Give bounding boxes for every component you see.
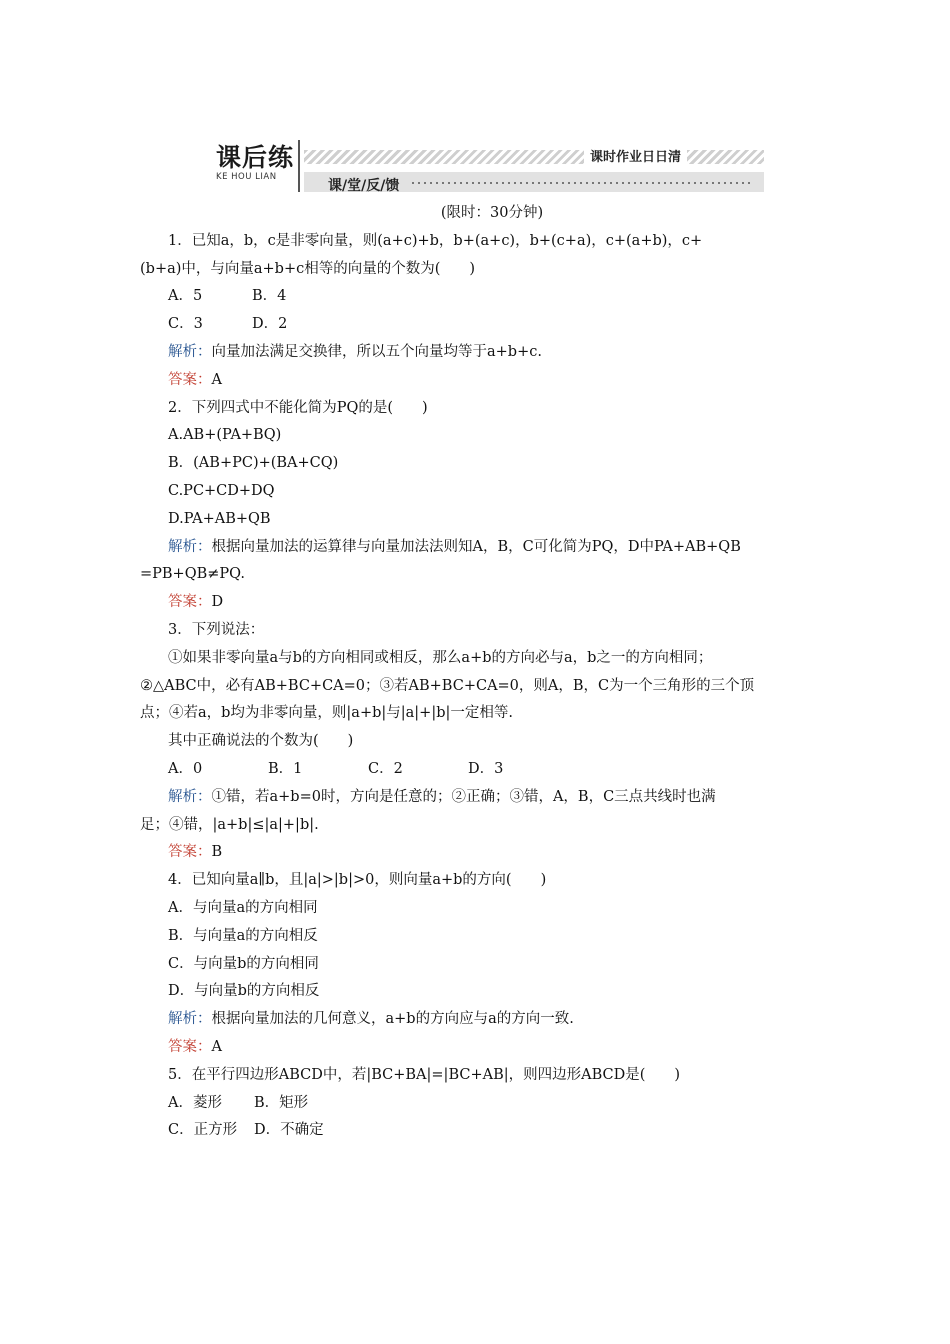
q2-answer-value: D: [211, 594, 224, 611]
time-limit: (限时：30分钟): [440, 205, 544, 221]
banner-tag-feedback: 课/堂/反/馈: [328, 178, 400, 194]
q4-option-d: D．与向量b的方向相反: [168, 983, 320, 1000]
q3-question: 其中正确说法的个数为( ): [168, 733, 354, 750]
q2-option-d: D.PA+AB+QB: [168, 510, 271, 527]
q1-options-ab: [140, 283, 816, 311]
banner-title: 课后练: [216, 143, 295, 172]
q3-option-b: B．1: [268, 760, 303, 777]
q3-analysis-text: ①错，若a+b=0时，方向是任意的；②正确；③错，A，B，C三点共线时也满: [211, 788, 716, 805]
q3-answer-value: B: [211, 844, 223, 861]
q4-analysis-label: 解析：: [168, 1011, 212, 1028]
q3-statement-line2: ②△ABC中，必有AB+BC+CA=0；③若AB+BC+CA=0，则A，B，C为一个三角形的三个顶: [140, 677, 755, 694]
q1-stem-line1: 1．已知a，b，c是非零向量，则(a+c)+b，b+(a+c)，b+(c+a)，c+(a+b)，c+: [168, 232, 703, 249]
q2-option-b: B．(AB+PC)+(BA+CQ): [168, 455, 339, 472]
q3-statement-line1: ①如果非零向量a与b的方向相同或相反，那么a+b的方向必与a，b之一的方向相同；: [168, 649, 713, 666]
q2-answer: [140, 589, 816, 617]
q2-stem: 2．下列四式中不能化简为PQ的是( ): [168, 399, 428, 416]
q1-analysis-text: 向量加法满足交换律，所以五个向量均等于a+b+c.: [211, 343, 542, 360]
banner-subtitle: KE HOU LIAN: [216, 172, 277, 182]
q4-option-b: B．与向量a的方向相反: [168, 927, 318, 944]
q4-stem: 4．已知向量a∥b，且|a|>|b|>0，则向量a+b的方向( ): [168, 872, 547, 889]
q5-option-d: D．不确定: [254, 1122, 324, 1139]
q5-option-a: A．菱形: [168, 1094, 222, 1111]
q5-stem: 5．在平行四边形ABCD中，若|BC+BA|=|BC+AB|，则四边形ABCD是( ): [168, 1066, 681, 1083]
q1-answer-label: 答案：: [168, 371, 212, 388]
q2-analysis-label: 解析：: [168, 538, 212, 555]
q5-options-cd: [140, 1117, 816, 1145]
q1-analysis: [140, 339, 816, 367]
q2-option-c: C.PC+CD+DQ: [168, 482, 275, 499]
q2-option-a: A.AB+(PA+BQ): [168, 427, 282, 444]
q1-options-cd: [140, 311, 816, 339]
q1-answer: [140, 367, 816, 395]
q4-answer-value: A: [211, 1038, 222, 1055]
exercise-content: [140, 200, 816, 1145]
q2-analysis-text: 根据向量加法的运算律与向量加法法则知A，B，C可化简为PQ，D中PA+AB+QB: [211, 538, 741, 555]
q5-option-c: C．正方形: [168, 1122, 238, 1139]
banner-tag: 课时作业日日清: [584, 146, 687, 165]
q3-stem: 3．下列说法：: [168, 621, 265, 638]
q4-analysis-text: 根据向量加法的几何意义，a+b的方向应与a的方向一致.: [211, 1011, 574, 1028]
q3-answer-label: 答案：: [168, 844, 212, 861]
q1-option-d: D．2: [252, 316, 288, 333]
banner-divider: [298, 140, 300, 192]
q1-stem-line2: (b+a)中，与向量a+b+c相等的向量的个数为( ): [140, 260, 476, 277]
q2-analysis-line2: =PB+QB≠PQ.: [140, 566, 245, 583]
q5-option-b: B．矩形: [254, 1094, 309, 1111]
q4-analysis: [140, 1006, 816, 1034]
q3-options: [140, 756, 816, 784]
q4-option-a: A．与向量a的方向相同: [168, 899, 318, 916]
q1-option-a: A．5: [168, 288, 203, 305]
q5-options-ab: [140, 1090, 816, 1118]
q1-option-c: C．3: [168, 316, 203, 333]
section-banner: [212, 138, 768, 196]
banner-hatch-strip: [304, 150, 764, 164]
q3-analysis-label: 解析：: [168, 788, 212, 805]
q3-option-a: A．0: [168, 760, 203, 777]
q3-option-c: C．2: [368, 760, 403, 777]
q1-option-b: B．4: [252, 288, 287, 305]
q1-analysis-label: 解析：: [168, 343, 212, 360]
q3-analysis-line2: 足；④错，|a+b|≤|a|+|b|.: [140, 816, 319, 833]
q4-answer-label: 答案：: [168, 1038, 212, 1055]
q3-option-d: D．3: [468, 760, 504, 777]
q2-answer-label: 答案：: [168, 594, 212, 611]
q2-analysis: [140, 534, 816, 562]
q1-answer-value: A: [211, 371, 222, 388]
banner-dotted-line: [412, 182, 752, 184]
q3-answer: [140, 839, 816, 867]
q3-statement-line3: 点；④若a，b均为非零向量，则|a+b|与|a|+|b|一定相等.: [140, 705, 513, 722]
q3-analysis: [140, 784, 816, 812]
q4-answer: [140, 1034, 816, 1062]
q4-option-c: C．与向量b的方向相同: [168, 955, 319, 972]
